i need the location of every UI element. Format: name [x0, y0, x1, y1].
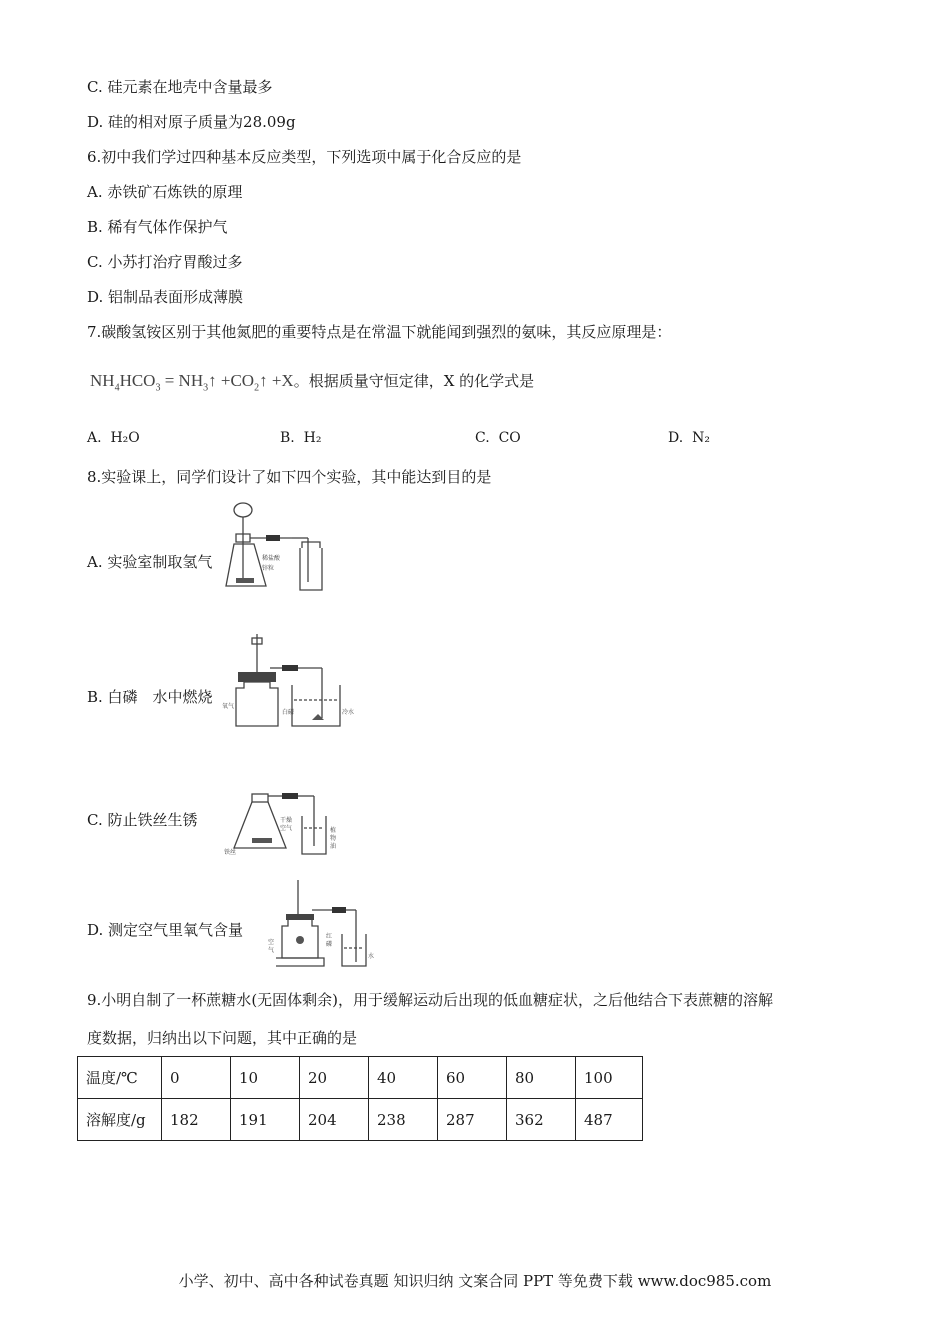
q6-option-a: A. 赤铁矿石炼铁的原理: [87, 183, 243, 201]
svg-text:锌粒: 锌粒: [262, 565, 275, 572]
svg-text:白磷: 白磷: [282, 709, 295, 716]
table-cell: 100: [576, 1057, 643, 1099]
table-row: [78, 1057, 643, 1099]
table-cell: 20: [300, 1057, 369, 1099]
q8-stem: 8.实验课上，同学们设计了如下四个实验，其中能达到目的是: [87, 468, 492, 486]
table-cell: 40: [369, 1057, 438, 1099]
q8-option-b: B. 白磷 水中燃烧: [87, 688, 213, 706]
oxygen-content-measurement-apparatus-image: [222, 878, 375, 970]
table-cell: 80: [507, 1057, 576, 1099]
q7-option-d: [668, 430, 710, 446]
q6-option-c: C. 小苏打治疗胃酸过多: [87, 253, 243, 271]
svg-text:空: 空: [268, 939, 275, 946]
q7-option-a-text: H₂O: [110, 430, 140, 446]
table-cell: 238: [369, 1099, 438, 1141]
white-phosphorus-burning-apparatus-image: [222, 630, 355, 730]
q7-option-a-label: A.: [87, 430, 102, 446]
q7-option-b-label: B.: [280, 430, 295, 446]
svg-text:物: 物: [330, 835, 337, 842]
table-row-header: 溶解度/g: [78, 1099, 162, 1141]
table-cell: 191: [231, 1099, 300, 1141]
table-cell: 182: [162, 1099, 231, 1141]
q7-option-c: [475, 430, 521, 446]
table-cell: 362: [507, 1099, 576, 1141]
table-cell: 60: [438, 1057, 507, 1099]
svg-text:红: 红: [326, 933, 333, 940]
svg-text:冷水: 冷水: [342, 709, 355, 716]
svg-text:水: 水: [368, 953, 375, 960]
iron-rust-prevention-apparatus-image: [222, 768, 352, 860]
table-cell: 0: [162, 1057, 231, 1099]
q7-option-b: [280, 430, 321, 446]
svg-text:铁丝: 铁丝: [224, 849, 237, 856]
page-footer: 小学、初中、高中各种试卷真题 知识归纳 文案合同 PPT 等免费下载 www.doc985.com: [178, 1272, 772, 1290]
q8-option-a: A. 实验室制取氢气: [87, 553, 213, 571]
sucrose-solubility-table: [77, 1056, 643, 1141]
q6-option-d: D. 铝制品表面形成薄膜: [87, 288, 244, 306]
table-cell: 204: [300, 1099, 369, 1141]
svg-text:空气: 空气: [280, 825, 293, 832]
q5-option-d: D. 硅的相对原子质量为28.09g: [87, 113, 296, 131]
table-cell: 487: [576, 1099, 643, 1141]
q8-option-c: C. 防止铁丝生锈: [87, 811, 198, 829]
table-cell: 10: [231, 1057, 300, 1099]
q7-option-d-text: N₂: [692, 430, 710, 446]
svg-text:油: 油: [330, 843, 337, 850]
svg-text:植: 植: [330, 827, 337, 834]
q7-reaction-equation: $NH_4HCO_3$ = $NH_3↑$ $+CO_2↑ +X$。根据质量守恒定律，X 的化学式是: [90, 371, 535, 394]
table-row: [78, 1099, 643, 1141]
q9-stem-line2: 度数据，归纳出以下问题，其中正确的是: [87, 1029, 358, 1047]
q5-option-c: C. 硅元素在地壳中含量最多: [87, 78, 273, 96]
hydrogen-generator-apparatus-image: [222, 498, 332, 596]
q7-option-c-text: CO: [498, 430, 521, 446]
q7-option-a: [87, 430, 140, 446]
svg-text:气: 气: [268, 947, 275, 954]
q7-option-d-label: D.: [668, 430, 684, 446]
q7-formula-tail: 。根据质量守恒定律，X 的化学式是: [293, 372, 535, 390]
q7-option-b-text: H₂: [303, 430, 322, 446]
svg-text:稀盐酸: 稀盐酸: [262, 555, 281, 562]
q9-stem-line1: 9.小明自制了一杯蔗糖水(无固体剩余)，用于缓解运动后出现的低血糖症状，之后他结合下表蔗糖的溶解: [87, 991, 774, 1009]
table-row-header: 温度/℃: [78, 1057, 162, 1099]
svg-text:干燥: 干燥: [280, 817, 293, 824]
svg-text:磷: 磷: [326, 941, 333, 948]
q8-option-d: D. 测定空气里氧气含量: [87, 921, 244, 939]
q7-stem: 7.碳酸氢铵区别于其他氮肥的重要特点是在常温下就能闻到强烈的氨味，其反应原理是：: [87, 323, 672, 341]
q6-option-b: B. 稀有气体作保护气: [87, 218, 228, 236]
table-cell: 287: [438, 1099, 507, 1141]
q6-stem: 6.初中我们学过四种基本反应类型，下列选项中属于化合反应的是: [87, 148, 522, 166]
q7-option-c-label: C.: [475, 430, 490, 446]
svg-text:氧气: 氧气: [222, 703, 235, 710]
